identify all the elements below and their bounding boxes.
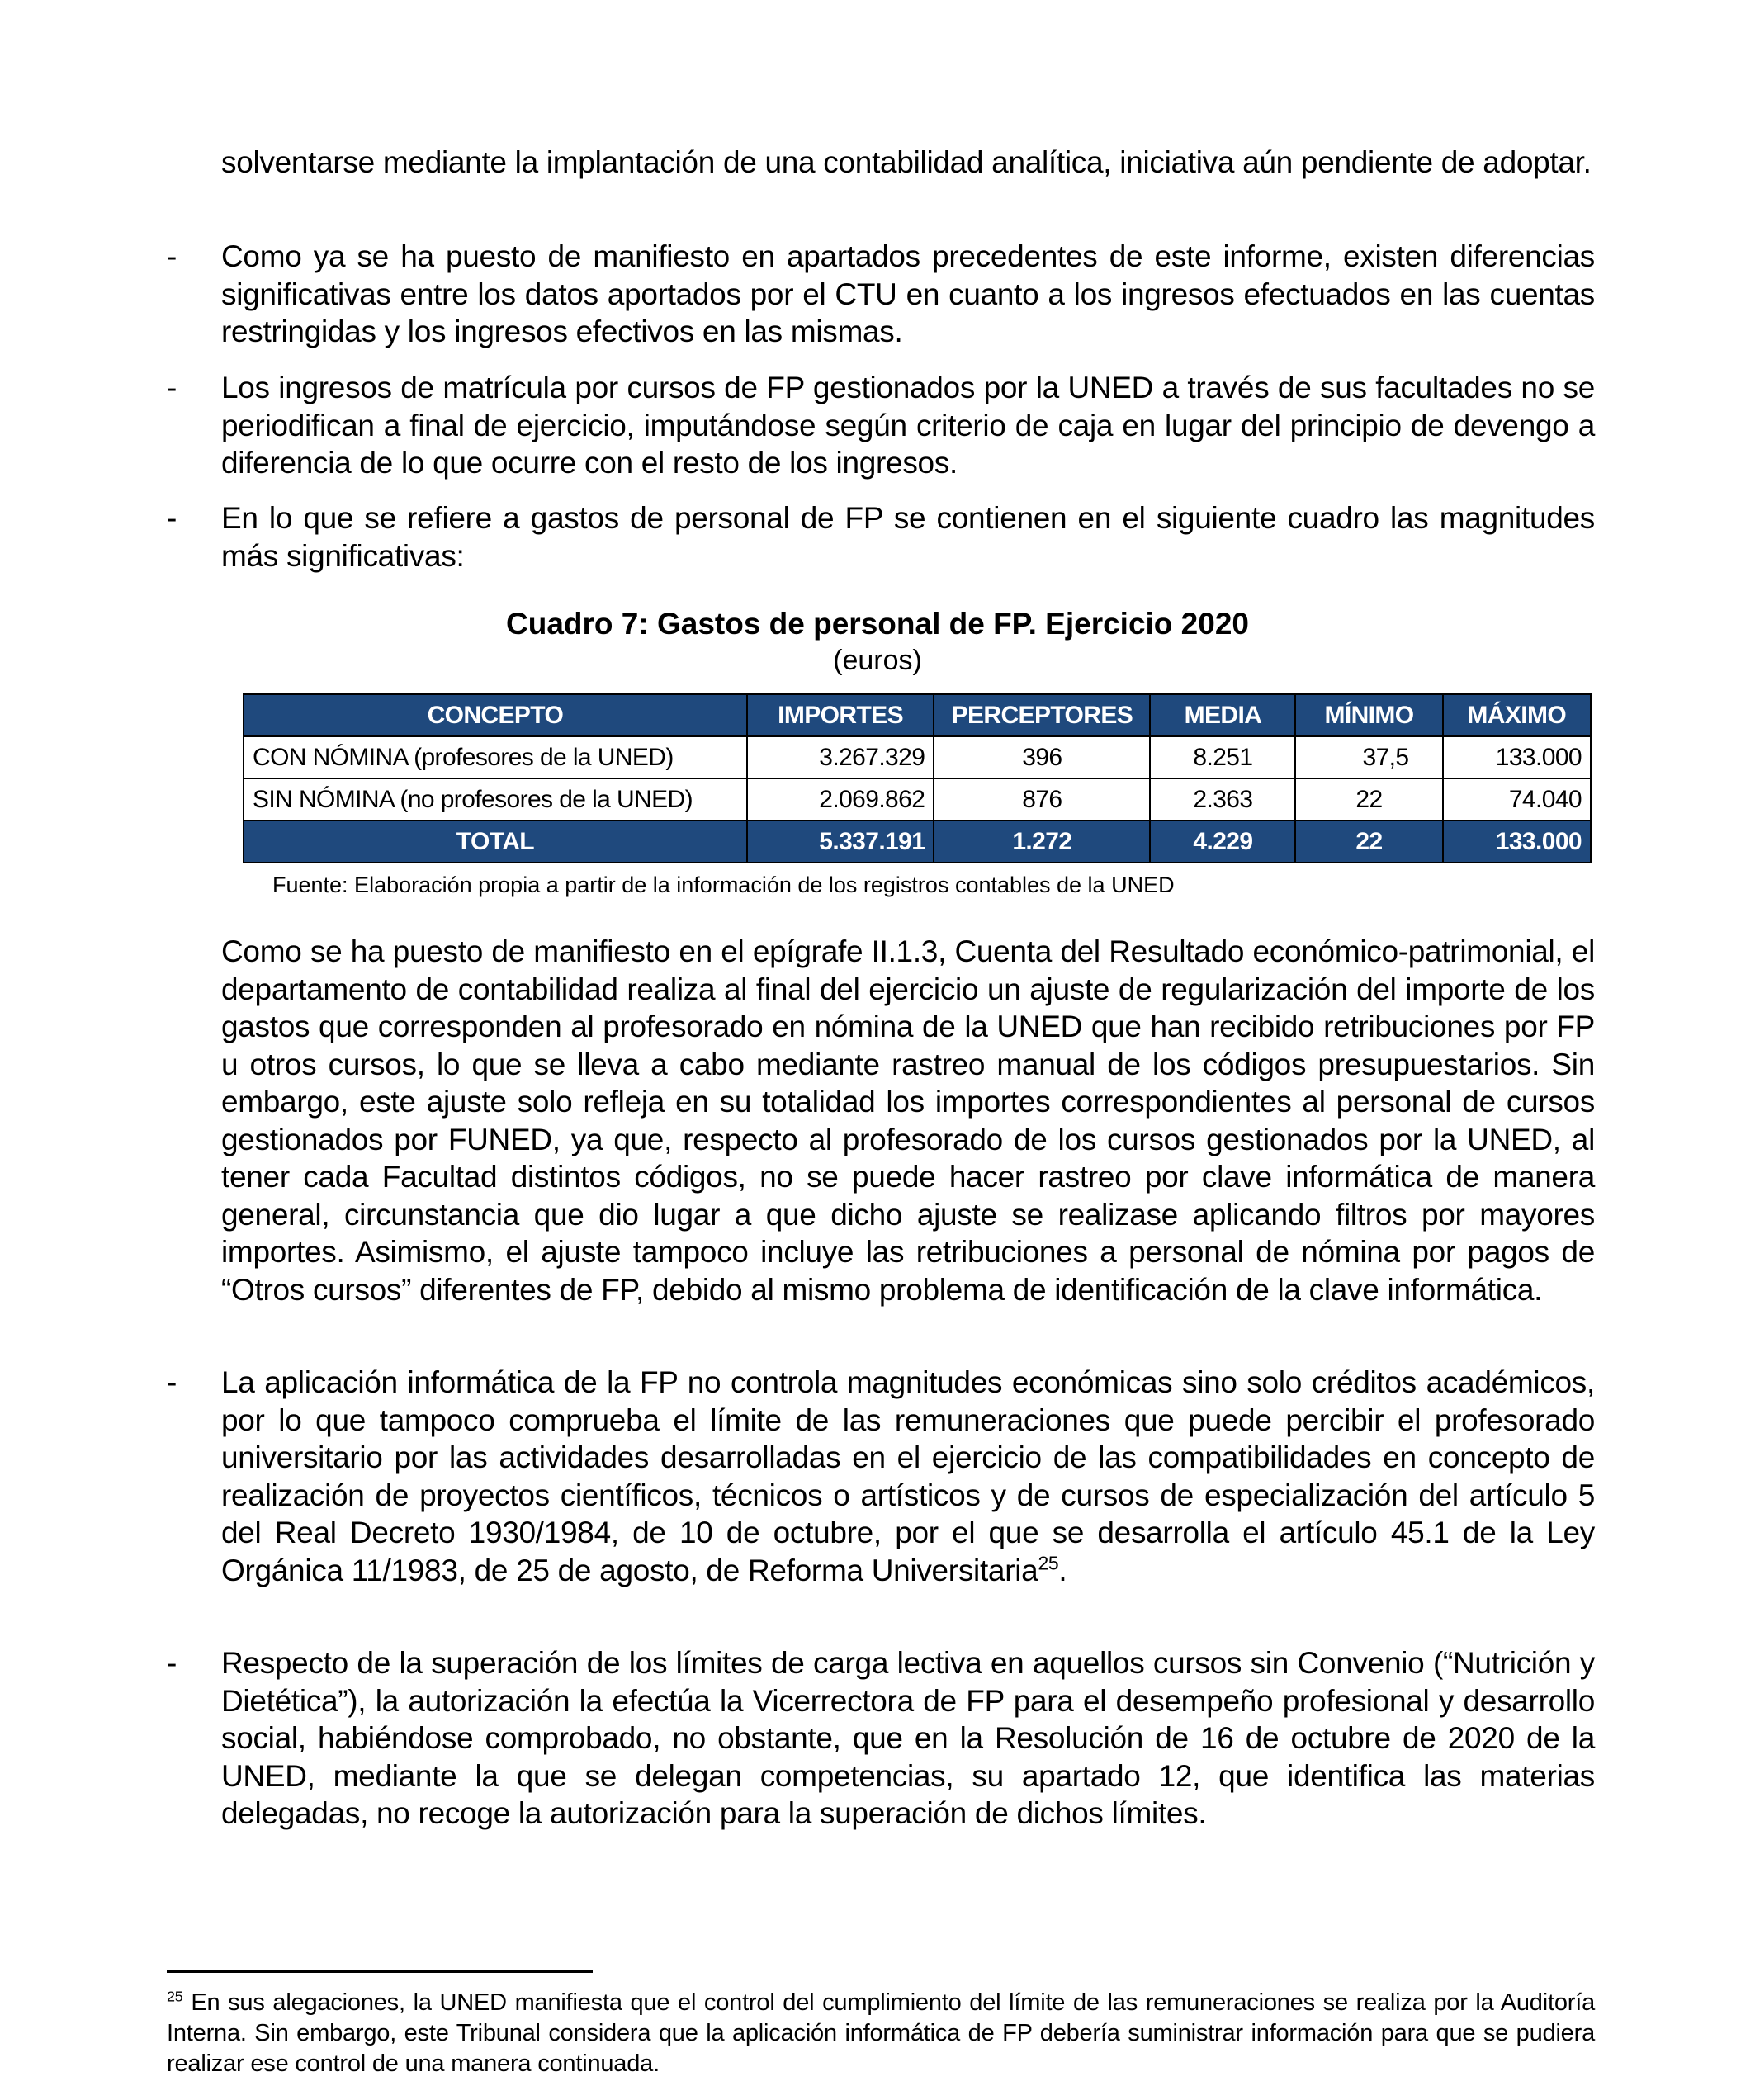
- column-header-media: MEDIA: [1150, 694, 1295, 736]
- column-header-minimo: MÍNIMO: [1295, 694, 1442, 736]
- table-row: [244, 778, 1591, 821]
- cell-total-maximo: 133.000: [1443, 821, 1592, 863]
- cell-concepto: CON NÓMINA (profesores de la UNED): [244, 736, 747, 778]
- bullet-dash: -: [167, 1365, 177, 1399]
- column-header-perceptores: PERCEPTORES: [934, 694, 1150, 736]
- bullet-dash: -: [167, 371, 177, 404]
- paragraph-text: La aplicación informática de la FP no controla magnitudes económicas sino solo créditos académicos, por lo que tampoco comprueba el límite de las remuneraciones que puede percibir el profesorado universitario por las actividades desarrolladas en el ejercicio de las compatibilidades en concepto de realización de proyectos científicos, técnicos o artísticos y de cursos de especialización del artículo 5 del Real Decreto 1930/1984, de 10 de octubre, por el que se desarrolla el artículo 45.1 de la Ley Orgánica 11/1983, de 25 de agosto, de Reforma Universitaria: [221, 1365, 1595, 1587]
- cell-total-perceptores: 1.272: [934, 821, 1150, 863]
- cell-minimo: 22: [1295, 778, 1442, 821]
- table-title: Cuadro 7: Gastos de personal de FP. Ejercicio 2020: [506, 607, 1249, 641]
- footnote-reference[interactable]: 25: [1038, 1552, 1059, 1574]
- cell-media: 2.363: [1150, 778, 1295, 821]
- table-source-note: Fuente: Elaboración propia a partir de la información de los registros contables de la UNED: [272, 873, 1175, 897]
- table-header-row: [244, 694, 1591, 736]
- cell-total-label: TOTAL: [244, 821, 747, 863]
- bullet-paragraph-ctu-differences: Como ya se ha puesto de manifiesto en apartados precedentes de este informe, existen diferencias significativas entre los datos aportados por el CTU en cuanto a los ingresos efectuados en las cuentas restringidas y los ingresos efectivos en las mismas.: [221, 239, 1595, 348]
- bullet-dash: -: [167, 1646, 177, 1680]
- footnote-text: En sus alegaciones, la UNED manifiesta que el control del cumplimiento del límite de las remuneraciones se realiza por la Auditoría Interna. Sin embargo, este Tribunal considera que la aplicación informática de FP debería suministrar información para que se pudiera realizar ese control de una manera continuada.: [167, 1989, 1595, 2077]
- column-header-importes: IMPORTES: [747, 694, 934, 736]
- bullet-dash: -: [167, 501, 177, 535]
- bullet-paragraph-aplicacion-informatica: [221, 1364, 1595, 1589]
- cell-maximo: 74.040: [1443, 778, 1592, 821]
- gastos-personal-table: [243, 693, 1592, 863]
- footnote-separator: [167, 1970, 593, 1973]
- cell-concepto: SIN NÓMINA (no profesores de la UNED): [244, 778, 747, 821]
- paragraph-end: .: [1058, 1553, 1067, 1587]
- cell-total-importes: 5.337.191: [747, 821, 934, 863]
- table-row: [244, 736, 1591, 778]
- cell-minimo: 37,5: [1295, 736, 1442, 778]
- cell-perceptores: 876: [934, 778, 1150, 821]
- cell-importes: 2.069.862: [747, 778, 934, 821]
- cell-media: 8.251: [1150, 736, 1295, 778]
- paragraph-continuation: solventarse mediante la implantación de una contabilidad analítica, iniciativa aún pendiente de adoptar.: [221, 145, 1592, 179]
- bullet-paragraph-gastos-personal: En lo que se refiere a gastos de personal de FP se contienen en el siguiente cuadro las magnitudes más significativas:: [221, 501, 1595, 573]
- bullet-paragraph-matricula: Los ingresos de matrícula por cursos de FP gestionados por la UNED a través de sus facultades no se periodifican a final de ejercicio, imputándose según criterio de caja en lugar del principio de devengo a diferencia de lo que ocurre con el resto de los ingresos.: [221, 371, 1595, 480]
- cell-maximo: 133.000: [1443, 736, 1592, 778]
- bullet-dash: -: [167, 239, 177, 273]
- bullet-paragraph-carga-lectiva: Respecto de la superación de los límites de carga lectiva en aquellos cursos sin Convenio (“Nutrición y Dietética”), la autorización la efectúa la Vicerrectora de FP para el desempeño profesional y desarrollo social, habiéndose comprobado, no obstante, que en la Resolución de 16 de octubre de 2020 de la UNED, mediante la que se delegan competencias, su apartado 12, que identifica las materias delegadas, no recoge la autorización para la superación de dichos límites.: [221, 1646, 1595, 1830]
- cell-importes: 3.267.329: [747, 736, 934, 778]
- column-header-concepto: CONCEPTO: [244, 694, 747, 736]
- footnote: [167, 1988, 1595, 2079]
- cell-total-minimo: 22: [1295, 821, 1442, 863]
- table-total-row: [244, 821, 1591, 863]
- table-subtitle: (euros): [833, 645, 922, 676]
- cell-perceptores: 396: [934, 736, 1150, 778]
- column-header-maximo: MÁXIMO: [1443, 694, 1592, 736]
- paragraph-ajuste-regularizacion: Como se ha puesto de manifiesto en el epígrafe II.1.3, Cuenta del Resultado económico-patrimonial, el departamento de contabilidad realiza al final del ejercicio un ajuste de regularización del importe de los gastos que corresponden al profesorado en nómina de la UNED que han recibido retribuciones por FP u otros cursos, lo que se lleva a cabo mediante rastreo manual de los códigos presupuestarios. Sin embargo, este ajuste solo refleja en su totalidad los importes correspondientes al personal de cursos gestionados por FUNED, ya que, respecto al profesorado de los cursos gestionados por la UNED, al tener cada Facultad distintos códigos, no se puede hacer rastreo por clave informática de manera general, circunstancia que dio lugar a que dicho ajuste se realizase aplicando filtros por mayores importes. Asimismo, el ajuste tampoco incluye las retribuciones a personal de nómina por pagos de “Otros cursos” diferentes de FP, debido al mismo problema de identificación de la clave informática.: [221, 934, 1595, 1307]
- cell-total-media: 4.229: [1150, 821, 1295, 863]
- footnote-number: 25: [167, 1988, 183, 2005]
